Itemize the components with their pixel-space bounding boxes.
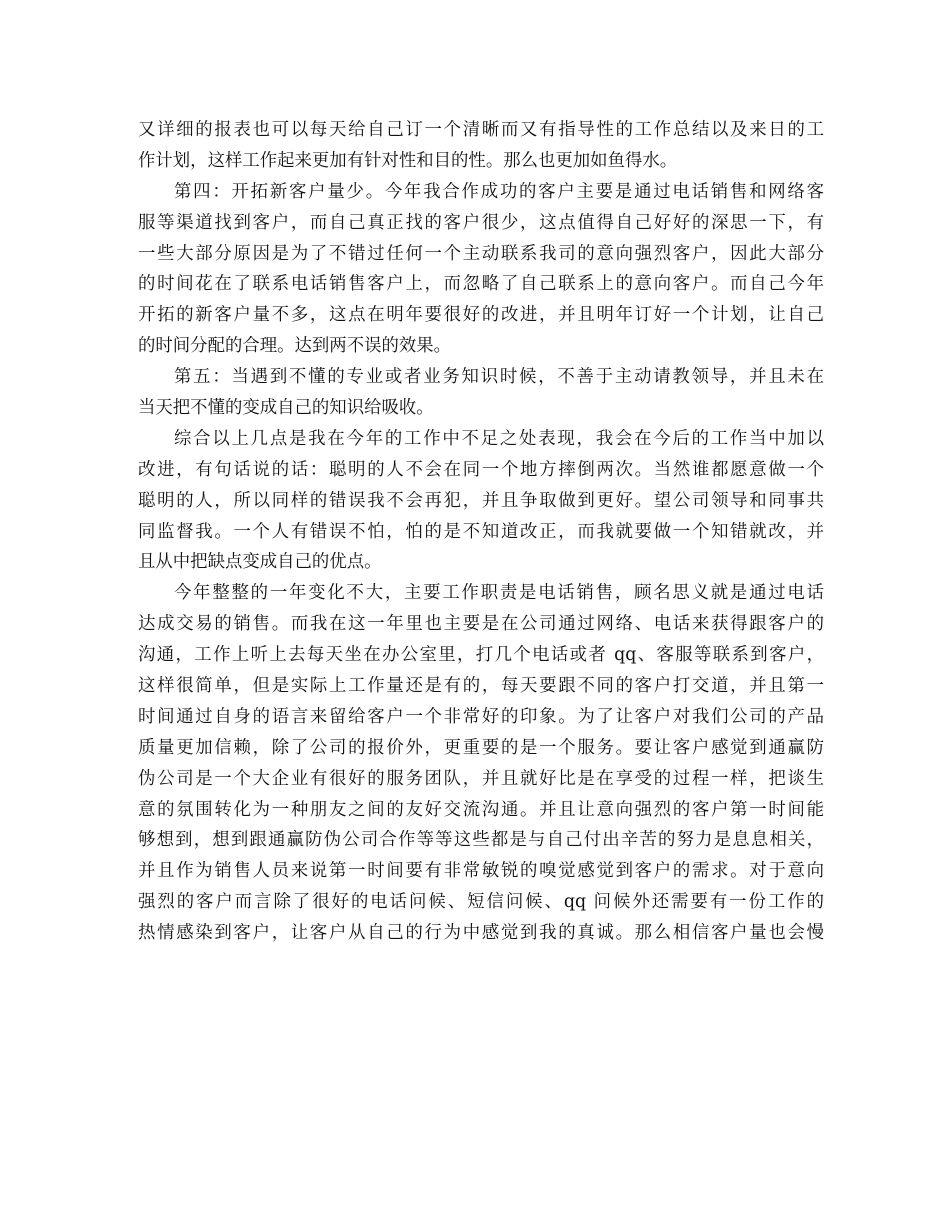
text-line: 当天把不懂的变成自己的知识给吸收。 [138, 398, 434, 419]
paragraph [138, 362, 824, 424]
text-line: 且从中把缺点变成自己的优点。 [138, 552, 382, 573]
paragraph [138, 578, 824, 949]
text-line: 的时间分配的合理。达到两不误的效果。 [138, 336, 452, 357]
text-line: 服等渠道找到客户，而自己真正找的客户很少，这点值得自己好好的深思一下，有 [138, 212, 824, 233]
paragraph [138, 177, 824, 362]
text-line: 达成交易的销售。而我在这一年里也主要是在公司通过网络、电话来获得跟客户的 [138, 614, 824, 635]
text-line: 强烈的客户而言除了很好的电话问候、短信问候、qq 问候外还需要有一份工作的 [138, 892, 824, 913]
text-line: 这样很简单，但是实际上工作量还是有的，每天要跟不同的客户打交道，并且第一 [138, 676, 824, 697]
text-line: 综合以上几点是我在今年的工作中不足之处表现，我会在今后的工作当中加以 [174, 428, 824, 449]
paragraph [138, 424, 824, 578]
text-line: 一些大部分原因是为了不错过任何一个主动联系我司的意向强烈客户，因此大部分 [138, 243, 824, 264]
text-line: 沟通，工作上听上去每天坐在办公室里，打几个电话或者 qq、客服等联系到客户， [138, 645, 824, 666]
document-body [138, 115, 824, 949]
text-line: 伪公司是一个大企业有很好的服务团队，并且就好比是在享受的过程一样，把谈生 [138, 768, 824, 789]
text-line: 第五：当遇到不懂的专业或者业务知识时候，不善于主动请教领导，并且未在 [174, 367, 824, 388]
text-line: 意的氛围转化为一种朋友之间的友好交流沟通。并且让意向强烈的客户第一时间能 [138, 799, 824, 820]
text-line: 质量更加信赖，除了公司的报价外，更重要的是一个服务。要让客户感觉到通赢防 [138, 737, 824, 758]
text-line: 作计划，这样工作起来更加有针对性和目的性。那么也更加如鱼得水。 [138, 150, 678, 171]
text-line: 时间通过自身的语言来留给客户一个非常好的印象。为了让客户对我们公司的产品 [138, 706, 824, 727]
text-line: 开拓的新客户量不多，这点在明年要很好的改进，并且明年订好一个计划，让自己 [138, 305, 824, 326]
text-line: 够想到，想到跟通赢防伪公司合作等等这些都是与自己付出辛苦的努力是息息相关， [138, 830, 824, 851]
text-line: 第四：开拓新客户量少。今年我合作成功的客户主要是通过电话销售和网络客 [174, 181, 824, 202]
text-line: 并且作为销售人员来说第一时间要有非常敏锐的嗅觉感觉到客户的需求。对于意向 [138, 861, 824, 882]
text-line: 的时间花在了联系电话销售客户上，而忽略了自己联系上的意向客户。而自己今年 [138, 274, 824, 295]
text-line: 聪明的人，所以同样的错误我不会再犯，并且争取做到更好。望公司领导和同事共 [138, 490, 824, 511]
text-line: 同监督我。一个人有错误不怕，怕的是不知道改正，而我就要做一个知错就改，并 [138, 521, 824, 542]
text-line: 热情感染到客户，让客户从自己的行为中感觉到我的真诚。那么相信客户量也会慢 [138, 923, 824, 944]
text-line: 今年整整的一年变化不大，主要工作职责是电话销售，顾名思义就是通过电话 [174, 583, 824, 604]
text-line: 改进，有句话说的话：聪明的人不会在同一个地方摔倒两次。当然谁都愿意做一个 [138, 459, 824, 480]
paragraph [138, 115, 824, 177]
text-line: 又详细的报表也可以每天给自己订一个清晰而又有指导性的工作总结以及来日的工 [138, 120, 824, 140]
